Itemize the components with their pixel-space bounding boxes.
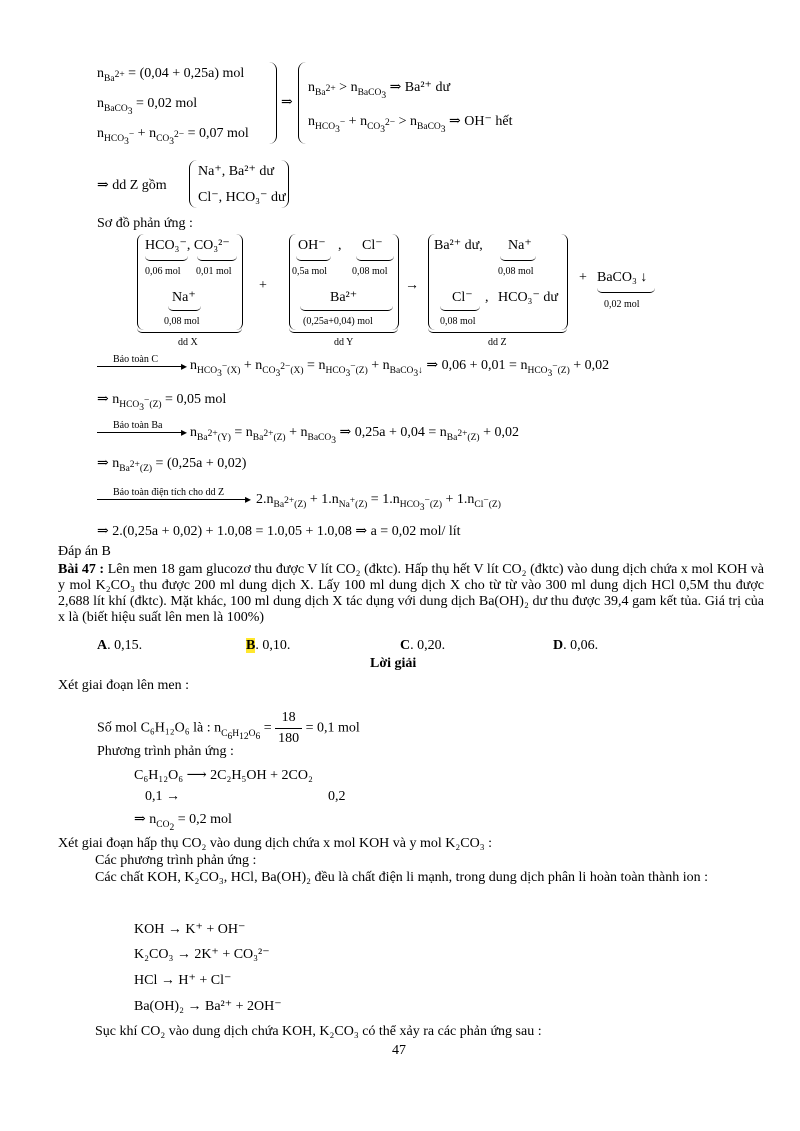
- ionization-baoh2: Ba(OH)₂ → Ba²⁺ + 2OH⁻: [134, 999, 282, 1014]
- n-hco3-co3-line: $n_{HCO_3^-} + n_{CO_3^{2-}} = 0,07$ mol: [97, 126, 249, 147]
- arrow-ba-head: ▸: [181, 425, 188, 439]
- y-comma: ,: [338, 238, 342, 253]
- underbrace: [145, 256, 188, 261]
- z-cl-mol: 0,08 mol: [440, 316, 476, 327]
- hco3-z-result: ⇒ $n_{HCO_3^-(Z)} = 0,05$ mol: [97, 392, 227, 413]
- underbrace: [137, 328, 242, 333]
- reaction-arrow: →: [405, 278, 419, 293]
- so-do-label: Sơ đồ phản ứng :: [97, 216, 193, 231]
- underbrace: [168, 306, 201, 311]
- x-hco3-mol: 0,06 mol: [145, 266, 181, 277]
- ddz-top: Na⁺, Ba²⁺ dư: [198, 164, 274, 179]
- arrow-ba: [97, 432, 185, 433]
- ddy-label: dd Y: [334, 337, 354, 348]
- ddx-label: dd X: [178, 337, 198, 348]
- underbrace: [440, 306, 480, 311]
- fermentation-mol-left: 0,1 →: [145, 789, 180, 804]
- ddz-prefix: ⇒ dd Z gồm: [97, 178, 167, 193]
- baco3-precipitate: BaCO₃ ↓: [597, 270, 648, 285]
- bao-toan-c-equation: $n_{HCO_3^-(X)} + n_{CO_3^{2-}(X)} = n_{HCO_3^-(Z)} + n_{BaCO_3↓}$ ⇒ $0,06 + 0,01 = n_{HCO_3^-(Z)} + 0,02$: [190, 358, 610, 379]
- ddz-brace: [189, 160, 198, 208]
- arrow-c-head: ▸: [181, 359, 188, 373]
- ddy-brace-right: [392, 234, 399, 330]
- arrow-c: [97, 366, 185, 367]
- y-oh: OH⁻: [298, 238, 326, 253]
- z-cl: Cl⁻: [452, 290, 473, 305]
- option-a: A. 0,15.: [97, 638, 143, 653]
- bao-toan-dt-label: Bảo toàn điện tích cho dd Z: [113, 487, 225, 498]
- plus-sign-2: +: [579, 270, 587, 285]
- n-baco3-line: $n_{BaCO_3} = 0,02$ mol: [97, 96, 198, 117]
- y-oh-mol: 0,5a mol: [292, 266, 327, 277]
- glucose-moles: Số mol C₆H₁₂O₆ là : $n_{C_6H_{12}O_6}$ = $\frac{18}{180}$ = 0,1 mol: [97, 710, 360, 746]
- underbrace: [300, 306, 393, 311]
- ddz-scheme-brace-right: [561, 234, 568, 330]
- y-ba: Ba²⁺: [330, 290, 358, 305]
- underbrace: [296, 256, 331, 261]
- co2-moles: ⇒ $n_{CO_2} = 0,2$ mol: [134, 812, 232, 833]
- underbrace: [197, 256, 237, 261]
- bao-toan-ba-equation: $n_{Ba^{2+}(Y)} = n_{Ba^{2+}(Z)} + n_{BaCO_3}$ ⇒ $0,25a + 0,04 = n_{Ba^{2+}(Z)} + 0,02$: [190, 425, 519, 446]
- left-brace: [298, 62, 307, 144]
- ddx-brace-left: [137, 234, 144, 330]
- y-cl: Cl⁻: [362, 238, 383, 253]
- fermentation-reaction: C₆H₁₂O₆ ⟶ 2C₂H₅OH + 2CO₂: [134, 768, 313, 783]
- ddx-brace-right: [236, 234, 243, 330]
- arrow-dt-head: ▸: [245, 492, 252, 506]
- y-cl-mol: 0,08 mol: [352, 266, 388, 277]
- z-ba: Ba²⁺ dư,: [434, 238, 483, 253]
- answer-1: Đáp án B: [58, 544, 111, 559]
- final-result: ⇒ 2.(0,25a + 0,02) + 1.0,08 = 1.0,05 + 1.0,08 ⇒ a = 0,02 mol/ lít: [97, 524, 461, 539]
- z-na: Na⁺: [508, 238, 532, 253]
- x-na: Na⁺: [172, 290, 196, 305]
- z-comma: ,: [485, 290, 489, 305]
- compare-line-2: $n_{HCO_3^-} + n_{CO_3^{2-}} > n_{BaCO_3}$ ⇒ OH⁻ hết: [308, 114, 513, 135]
- underbrace: [428, 328, 567, 333]
- bao-toan-ba-label: Bảo toàn Ba: [113, 420, 163, 431]
- problem-47: Bài 47 : Lên men 18 gam glucozơ thu được V lít CO₂ (đktc). Hấp thụ hết V lít CO₂ (đktc) vào dung dịch chứa x mol KOH và y mol K₂CO₃ thu được 200 ml dung dịch X. Lấy 100 ml dung dịch X cho từ từ vào 300 ml dung dịch HCl 0,5M thu được 2,688 lít khí (đktc). Mặt khác, 100 ml dung dịch X tác dụng với dung dịch Ba(OH)₂ dư thu được 39,4 gam kết tủa. Giá trị của x là (biết hiệu suất lên men là 100%): [58, 562, 765, 625]
- ionization-hcl: HCl → H⁺ + Cl⁻: [134, 973, 232, 988]
- solution-step-4: Xét giai đoạn hấp thụ CO₂ vào dung dịch chứa x mol KOH và y mol K₂CO₃ :: [58, 836, 492, 851]
- right-brace: [268, 62, 277, 144]
- solution-step-3: Phương trình phản ứng :: [97, 744, 234, 759]
- underbrace: [356, 256, 394, 261]
- page-number: 47: [392, 1043, 406, 1058]
- underbrace: [500, 256, 536, 261]
- solution-step-7: Sục khí CO₂ vào dung dịch chứa KOH, K₂CO₃ có thể xảy ra các phản ứng sau :: [95, 1024, 542, 1039]
- ba-z-result: ⇒ $n_{Ba^{2+}(Z)} = (0,25a + 0,02)$: [97, 456, 247, 474]
- option-c: C. 0,20.: [400, 638, 446, 653]
- plus-sign: +: [259, 278, 267, 293]
- compare-line-1: $n_{Ba^{2+}} > n_{BaCO_3}$ ⇒ Ba²⁺ dư: [308, 80, 451, 101]
- solution-step-6: Các chất KOH, K₂CO₃, HCl, Ba(OH)₂ đều là chất điện li mạnh, trong dung dịch phân li hoàn toàn thành ion :: [95, 870, 709, 885]
- solution-step-5: Các phương trình phản ứng :: [95, 853, 257, 868]
- ddy-brace-left: [289, 234, 296, 330]
- ddz-scheme-label: dd Z: [488, 337, 507, 348]
- fermentation-mol-right: 0,2: [328, 789, 346, 804]
- y-ba-mol: (0,25a+0,04) mol: [303, 316, 373, 327]
- ddz-bottom: Cl⁻, HCO₃⁻ dư: [198, 190, 286, 205]
- ionization-koh: KOH → K⁺ + OH⁻: [134, 922, 246, 937]
- ddz-brace-right: [280, 160, 289, 208]
- ionization-k2co3: K₂CO₃ → 2K⁺ + CO₃²⁻: [134, 947, 270, 962]
- x-co3-mol: 0,01 mol: [196, 266, 232, 277]
- option-d: D. 0,06.: [553, 638, 599, 653]
- underbrace: [289, 328, 398, 333]
- baco3-mol: 0,02 mol: [604, 299, 640, 310]
- solution-step-1: Xét giai đoạn lên men :: [58, 678, 190, 693]
- option-b: B. 0,10.: [246, 638, 291, 653]
- implies-arrow: ⇒: [281, 95, 293, 110]
- bao-toan-c-label: Bảo toàn C: [113, 354, 158, 365]
- n-ba-line: $n_{Ba^{2+}} = (0,04 + 0,25a)$ mol: [97, 66, 245, 84]
- arrow-dt: [97, 499, 249, 500]
- z-hco3: HCO₃⁻ dư: [498, 290, 558, 305]
- x-na-mol: 0,08 mol: [164, 316, 200, 327]
- x-hco3: HCO₃⁻, CO₃²⁻: [145, 238, 230, 253]
- z-na-mol: 0,08 mol: [498, 266, 534, 277]
- solution-title: Lời giải: [370, 656, 417, 671]
- underbrace: [597, 288, 655, 293]
- bao-toan-dt-equation: $2.n_{Ba^{2+}(Z)} + 1.n_{Na^+(Z)} = 1.n_{HCO_3^-(Z)} + 1.n_{Cl^-(Z)}$: [256, 492, 501, 513]
